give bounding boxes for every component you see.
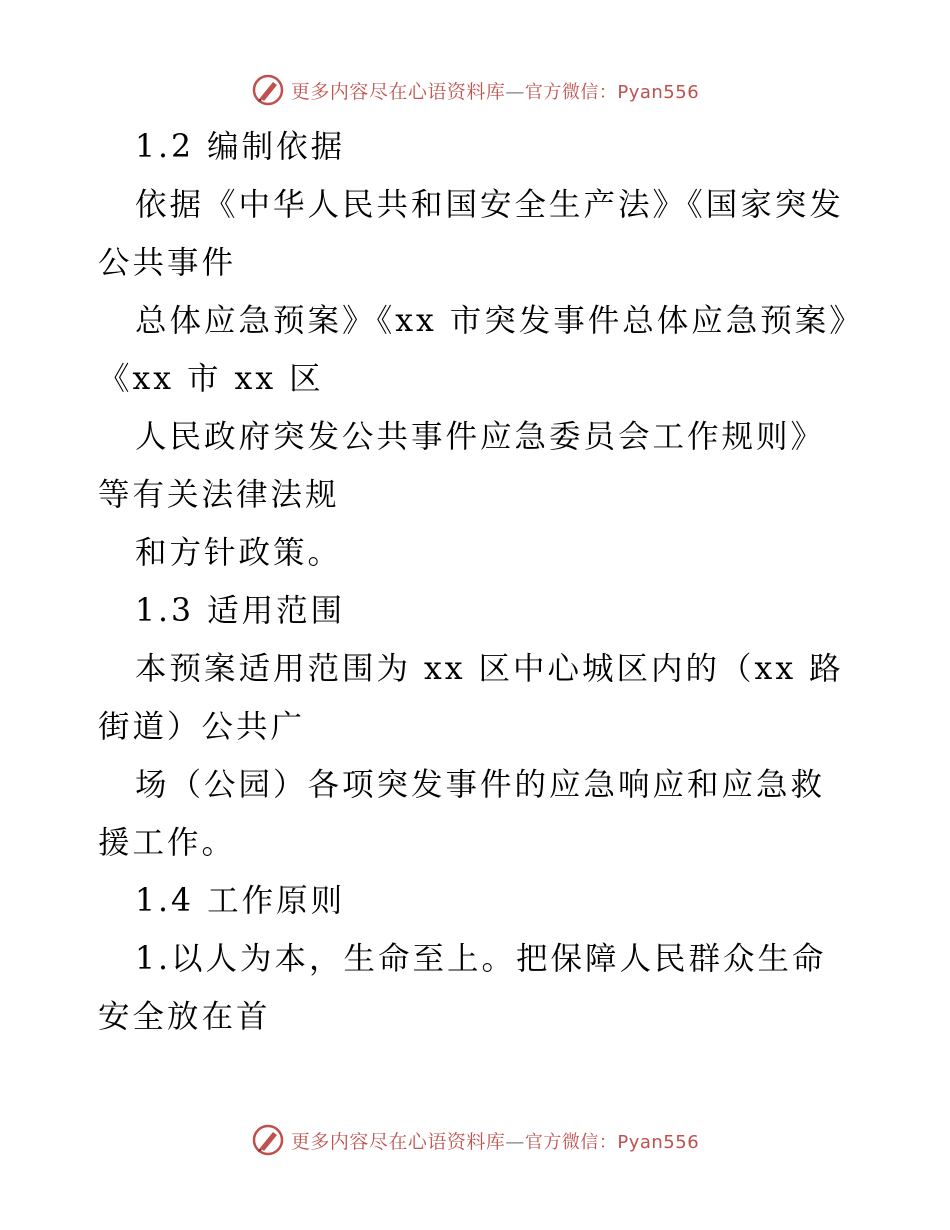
- paragraph: 人民政府突发公共事件应急委员会工作规则》等有关法律法规: [98, 419, 826, 513]
- header-banner-main: 更多内容尽在心语资料库: [290, 80, 506, 103]
- header-banner-text: [291, 77, 699, 104]
- section-heading-1-2: 1.2 编制依据: [135, 129, 346, 165]
- paragraph: 1.以人为本，生命至上。把保障人民群众生命安全放在首: [98, 941, 827, 1035]
- footer-banner-sep: —: [505, 1130, 525, 1153]
- pen-logo-icon: [251, 1123, 285, 1157]
- page-header-banner: [0, 70, 950, 110]
- section-heading-1-3: 1.3 适用范围: [135, 593, 346, 629]
- footer-banner-main: 更多内容尽在心语资料库: [290, 1130, 506, 1153]
- footer-banner-wechat: 官方微信：Pyan556: [524, 1131, 700, 1153]
- section-heading-1-4: 1.4 工作原则: [135, 883, 346, 919]
- footer-banner-text: [291, 1127, 699, 1154]
- header-banner-sep: —: [505, 80, 525, 103]
- paragraph: 场（公园）各项突发事件的应急响应和应急救援工作。: [98, 767, 826, 861]
- paragraph: 本预案适用范围为 xx 区中心城区内的（xx 路街道）公共广: [98, 651, 844, 745]
- page-footer-banner: [0, 1120, 950, 1160]
- header-banner-wechat: 官方微信：Pyan556: [524, 81, 700, 103]
- paragraph: 总体应急预案》《xx 市突发事件总体应急预案》《xx 市 xx 区: [98, 303, 849, 397]
- paragraph: 依据《中华人民共和国安全生产法》《国家突发公共事件: [98, 187, 844, 281]
- paragraph: 和方针政策。: [135, 535, 343, 571]
- document-body: [98, 118, 858, 1046]
- pen-logo-icon: [251, 73, 285, 107]
